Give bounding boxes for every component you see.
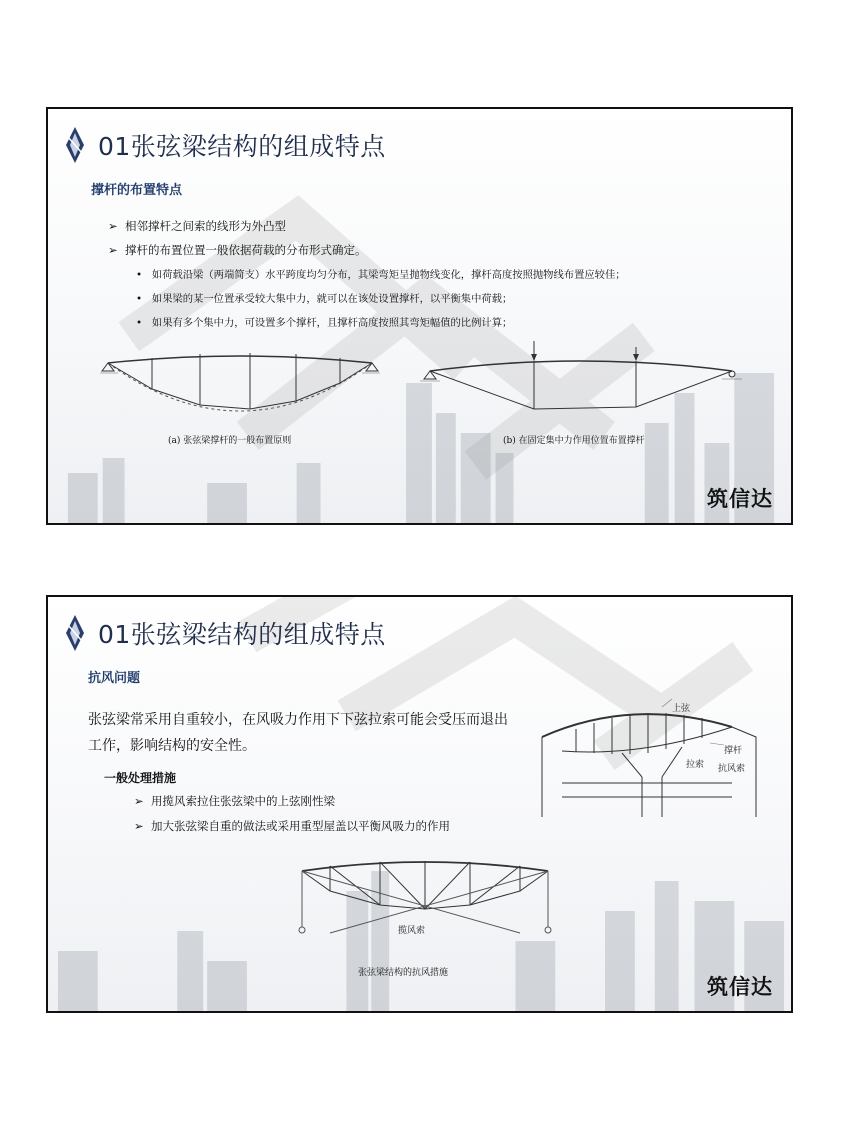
measure-item-2: ➢ 加大张弦梁自重的做法或采用重型屋盖以平衡风吸力的作用 [134,819,450,833]
sub-bullet-1: • 如荷载沿梁（两端简支）水平跨度均匀分布，其梁弯矩呈抛物线变化，撑杆高度按照抛物线布置应较佳； [136,269,626,281]
label-top-chord: 上弦 [672,704,691,714]
brand-logo-text: 筑信达 [707,487,773,511]
sub-bullet-3: • 如果有多个集中力，可设置多个撑杆，且撑杆高度按照其弯矩幅值的比例计算； [136,317,513,329]
caption-diagram-a: (a) 张弦梁撑杆的一般布置原则 [168,436,292,446]
company-diamond-logo-icon [64,613,86,653]
sub-bullet-text: 如果梁的某一位置承受较大集中力，就可以在该处设置撑杆，以平衡集中荷载； [151,293,513,305]
caption-diagram-b: (b) 在固定集中力作用位置布置撑杆 [503,436,645,446]
sub-bullet-2: • 如果梁的某一位置承受较大集中力，就可以在该处设置撑杆，以平衡集中荷载； [136,293,513,305]
slide-title: 01张弦梁结构的组成特点 [98,620,386,649]
label-wind-bracing-cable: 揽风索 [398,926,426,936]
title-row [64,613,386,653]
label-cable: 拉索 [686,760,705,770]
slide-title: 01张弦梁结构的组成特点 [98,132,386,161]
caption-wind-measures: 张弦梁结构的抗风措施 [358,968,449,978]
wind-cable-section-diagram [532,697,772,821]
company-diamond-logo-icon [64,125,86,165]
bullet-item-2: ➢ 撑杆的布置位置一般依据荷载的分布形式确定。 [108,243,367,257]
label-strut: 撑杆 [724,746,743,756]
section-subtitle: 撑杆的布置特点 [91,183,183,198]
paragraph-text: 张弦梁常采用自重较小，在风吸力作用下下弦拉索可能会受压而退出工作，影响结构的安全性。 [88,712,508,754]
diagram-a-truss [100,349,380,421]
bullet-item-1: ➢ 相邻撑杆之间索的线形为外凸型 [108,219,286,233]
slide-2 [46,595,793,1013]
section-subtitle: 抗风问题 [88,671,141,686]
measure-item-1: ➢ 用揽风索拉住张弦梁中的上弦刚性梁 [134,794,335,808]
bullet-text: 相邻撑杆之间索的线形为外凸型 [124,219,286,233]
bullet-text: 撑杆的布置位置一般依据荷载的分布形式确定。 [124,243,367,257]
measure-text: 加大张弦梁自重的做法或采用重型屋盖以平衡风吸力的作用 [150,819,450,833]
label-wind-cable: 抗风索 [718,764,746,774]
measures-title: 一般处理措施 [104,771,177,785]
diagram-b-truss [418,341,743,421]
sub-bullet-text: 如果有多个集中力，可设置多个撑杆，且撑杆高度按照其弯矩幅值的比例计算； [151,317,513,329]
title-row [64,125,386,165]
brand-logo-text: 筑信达 [707,975,773,999]
slide-1 [46,107,793,525]
measure-text: 用揽风索拉住张弦梁中的上弦刚性梁 [150,794,335,808]
sub-bullet-text: 如荷载沿梁（两端简支）水平跨度均匀分布，其梁弯矩呈抛物线变化，撑杆高度按照抛物线布置应较佳； [151,269,626,281]
